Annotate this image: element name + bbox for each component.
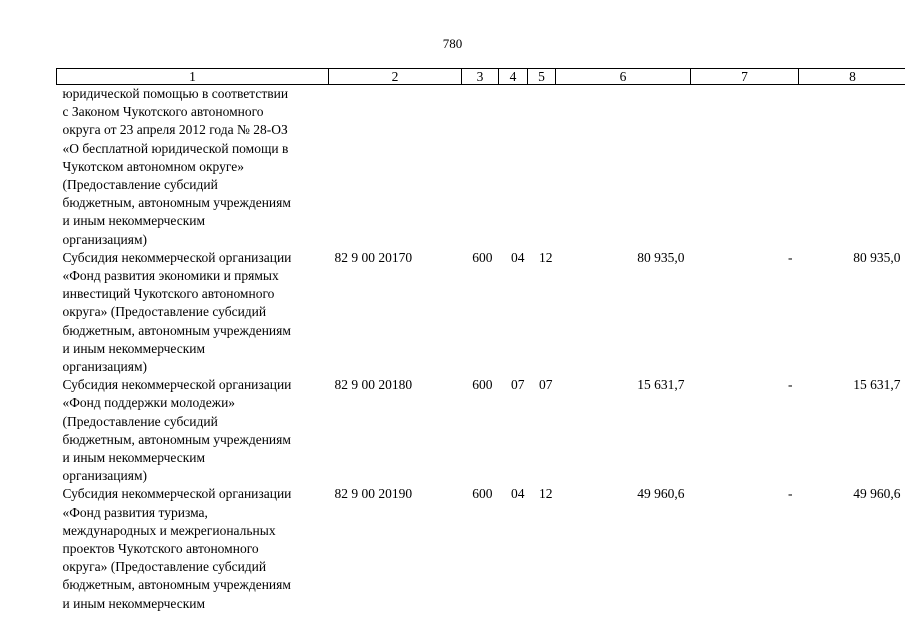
table-row [57, 485, 905, 612]
name-line: и иным некоммерческим [62, 595, 206, 611]
name-line: и иным некоммерческим [62, 213, 206, 229]
row-pr-cell: 07 [539, 377, 553, 393]
table-row [57, 376, 905, 485]
name-line: бюджетным, автономным учреждениям [62, 322, 291, 338]
row-col7-cell: - [788, 377, 793, 393]
row-col8-cell: 80 935,0 [853, 249, 901, 265]
row-rz-cell: 04 [511, 249, 525, 265]
row-rz-cell [499, 85, 528, 249]
row-col7-cell: - [788, 486, 793, 502]
name-line: Субсидия некоммерческой организации [62, 377, 292, 393]
name-line: бюджетным, автономным учреждениям [62, 577, 291, 593]
name-line: с Законом Чукотского автономного [62, 104, 264, 120]
name-line: бюджетным, автономным учреждениям [62, 195, 291, 211]
column-header-3: 3 [462, 69, 499, 85]
row-name-cell [57, 485, 329, 612]
row-code-cell: 82 9 00 20190 [334, 486, 413, 502]
row-pr-cell [528, 85, 556, 249]
name-line: (Предоставление субсидий [62, 177, 218, 193]
name-line: (Предоставление субсидий [62, 413, 218, 429]
row-col8-cell: 15 631,7 [853, 377, 901, 393]
budget-table [56, 68, 905, 613]
column-header-6: 6 [556, 69, 691, 85]
row-vr-cell [462, 85, 499, 249]
name-line: «О бесплатной юридической помощи в [62, 140, 289, 156]
name-line: организациям) [62, 359, 148, 375]
name-line: инвестиций Чукотского автономного [62, 286, 275, 302]
row-vr-cell: 600 [472, 486, 493, 502]
name-line: округа» (Предоставление субсидий [62, 304, 267, 320]
column-header-1: 1 [57, 69, 329, 85]
name-line: Чукотском автономном округе» [62, 158, 244, 174]
column-header-8: 8 [799, 69, 905, 85]
table-row [57, 85, 905, 249]
row-col7-cell [691, 85, 799, 249]
table-header-row [57, 69, 905, 85]
row-col6-cell [556, 85, 691, 249]
row-vr-cell: 600 [472, 249, 493, 265]
row-col8-cell [799, 85, 905, 249]
name-line: Субсидия некоммерческой организации [62, 486, 292, 502]
column-header-2: 2 [329, 69, 462, 85]
name-line: округа от 23 апреля 2012 года № 28-ОЗ [62, 122, 288, 138]
row-rz-cell: 07 [511, 377, 525, 393]
row-vr-cell: 600 [472, 377, 493, 393]
column-header-5: 5 [528, 69, 556, 85]
row-code-cell: 82 9 00 20180 [334, 377, 413, 393]
row-col8-cell: 49 960,6 [853, 486, 901, 502]
row-code-cell [329, 85, 462, 249]
name-line: «Фонд развития экономики и прямых [62, 268, 279, 284]
name-line: организациям) [62, 468, 148, 484]
name-line: организациям) [62, 231, 148, 247]
name-line: проектов Чукотского автономного [62, 541, 259, 557]
row-rz-cell: 04 [511, 486, 525, 502]
row-pr-cell: 12 [539, 249, 553, 265]
row-pr-cell: 12 [539, 486, 553, 502]
name-line: бюджетным, автономным учреждениям [62, 431, 291, 447]
name-line: «Фонд поддержки молодежи» [62, 395, 236, 411]
column-header-7: 7 [691, 69, 799, 85]
name-line: и иным некоммерческим [62, 340, 206, 356]
row-name-cell [57, 249, 329, 376]
row-code-cell: 82 9 00 20170 [334, 249, 413, 265]
row-name-cell [57, 376, 329, 485]
row-col6-cell: 80 935,0 [637, 249, 685, 265]
row-name-cell [57, 85, 329, 249]
name-line: Субсидия некоммерческой организации [62, 249, 292, 265]
name-line: и иным некоммерческим [62, 450, 206, 466]
name-line: юридической помощью в соответствии [62, 86, 289, 101]
name-line: международных и межрегиональных [62, 522, 276, 538]
column-header-4: 4 [499, 69, 528, 85]
name-line: «Фонд развития туризма, [62, 504, 208, 520]
row-col7-cell: - [788, 249, 793, 265]
table-row [57, 249, 905, 376]
row-col6-cell: 15 631,7 [637, 377, 685, 393]
row-col6-cell: 49 960,6 [637, 486, 685, 502]
name-line: округа» (Предоставление субсидий [62, 559, 267, 575]
page-number: 780 [442, 36, 463, 51]
